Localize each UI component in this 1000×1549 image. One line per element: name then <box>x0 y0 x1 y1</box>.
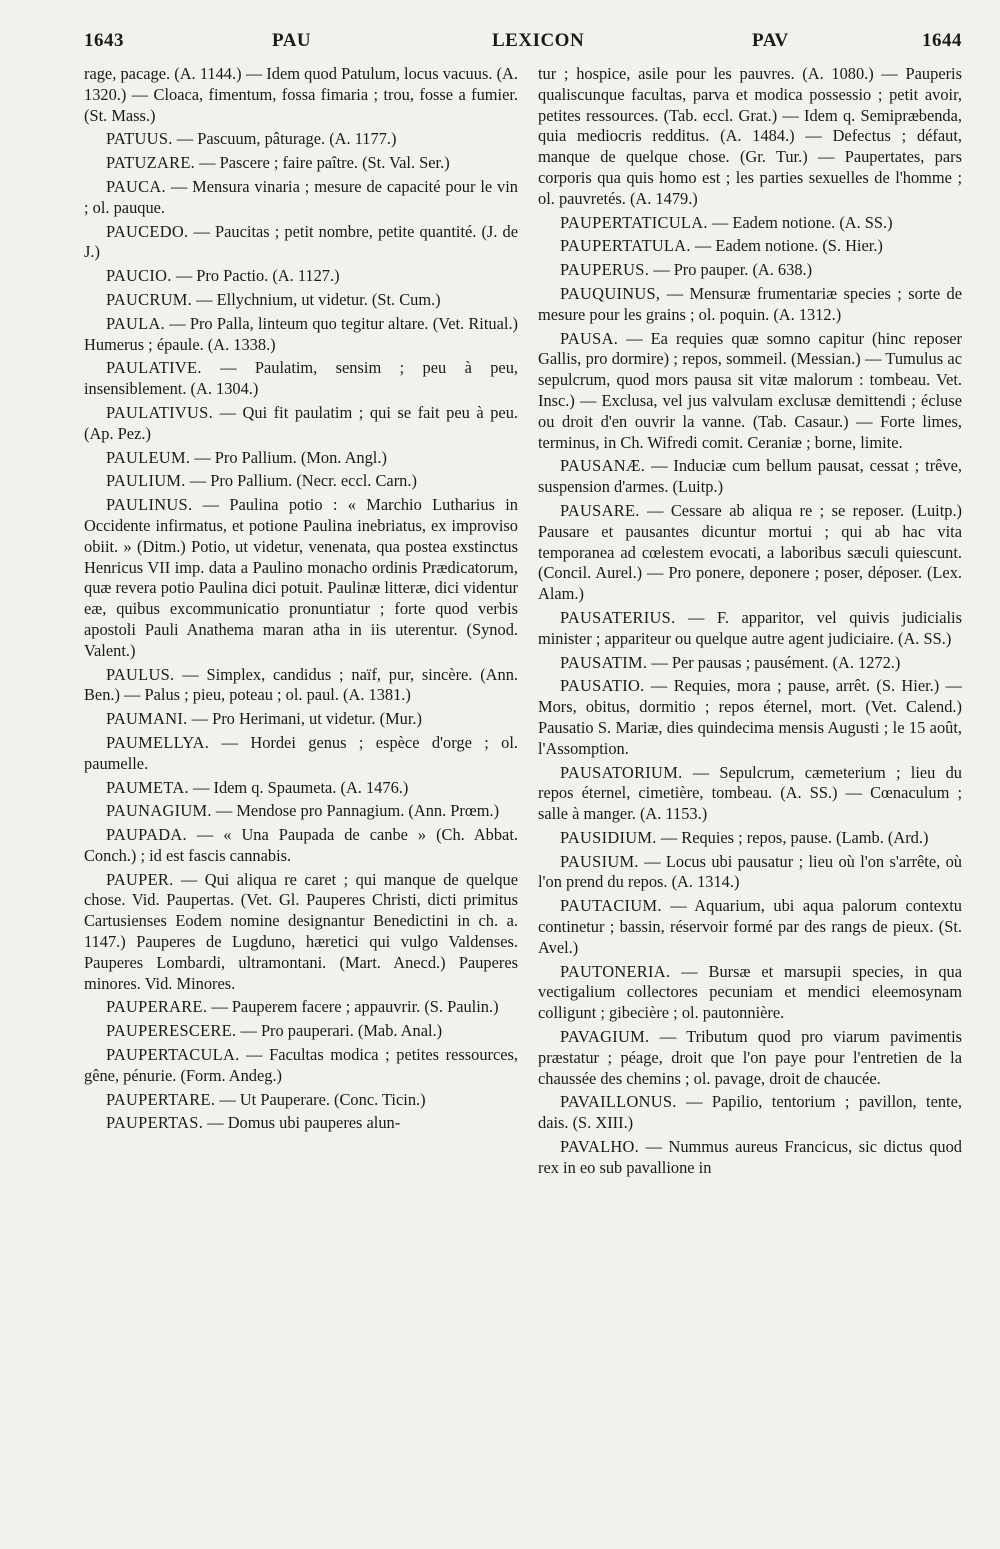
left-running-head: PAU <box>272 30 312 51</box>
dictionary-entry <box>84 177 518 219</box>
entry-headword: PAUPADA. <box>106 825 187 845</box>
dictionary-entry <box>84 64 518 126</box>
entry-definition: — Locus ubi pausatur ; lieu où l'on s'arrête, où l'on prend du repos. (A. 1314.) <box>538 851 962 892</box>
dictionary-entry <box>538 828 962 849</box>
entry-headword: PAUNAGIUM. <box>106 801 212 821</box>
entry-headword: PAUPERESCERE. <box>106 1021 237 1041</box>
dictionary-entry <box>84 403 518 445</box>
entry-headword: PAUMETA. <box>106 777 189 797</box>
right-page-number: 1644 <box>922 30 962 51</box>
entry-definition: — Eadem notione. (S. Hier.) <box>690 236 883 256</box>
right-column <box>538 64 962 1182</box>
dictionary-entry <box>84 870 518 995</box>
dictionary-entry <box>538 676 962 759</box>
entry-definition: — Ut Pauperare. (Conc. Ticin.) <box>215 1089 426 1109</box>
entry-headword: PAUSATIO. <box>560 676 645 696</box>
center-running-head: LEXICON <box>492 30 585 51</box>
dictionary-entry <box>84 314 518 356</box>
entry-headword: PAULEUM. <box>106 447 191 467</box>
entry-definition: — Pascuum, pâturage. (A. 1177.) <box>172 129 397 149</box>
dictionary-entry <box>84 471 518 492</box>
dictionary-entry <box>84 1021 518 1042</box>
entry-headword: PAUCRUM. <box>106 289 193 309</box>
dictionary-entry <box>84 495 518 661</box>
dictionary-entry <box>84 709 518 730</box>
dictionary-entry <box>84 222 518 264</box>
dictionary-entry <box>538 501 962 605</box>
entry-headword: PAUSIUM. <box>560 851 639 871</box>
dictionary-entry <box>84 358 518 400</box>
dictionary-entry <box>84 665 518 707</box>
entry-headword: PAUSA. <box>560 328 619 348</box>
entry-definition: — Aquarium, ubi aqua palorum contextu continetur ; bassin, réservoir formé par des rangs de pieux. (St. Avel.) <box>538 896 962 957</box>
entry-definition: — Papilio, tentorium ; pavillon, tente, dais. (S. XIII.) <box>538 1092 962 1133</box>
entry-headword: PAVAILLONUS. <box>560 1092 677 1112</box>
entry-definition: — F. apparitor, vel quivis judicialis minister ; appariteur ou quelque autre agent judiciaire. (A. SS.) <box>538 607 962 648</box>
entry-headword: PAUPERTATULA. <box>560 236 691 256</box>
entry-headword: PAUTACIUM. <box>560 896 662 916</box>
entry-headword: PAUPERTATICULA. <box>560 212 708 232</box>
entry-headword: PAVAGIUM. <box>560 1027 650 1047</box>
entry-headword: PAUSANÆ. <box>560 456 646 476</box>
entry-definition: — Requies ; repos, pause. (Lamb. (Ard.) <box>656 827 929 847</box>
entry-definition: — Hordei genus ; espèce d'orge ; ol. paumelle. <box>84 732 518 773</box>
entry-headword: PAUMELLYA. <box>106 732 210 752</box>
dictionary-entry <box>538 213 962 234</box>
dictionary-entry <box>84 825 518 867</box>
dictionary-entry <box>84 1045 518 1087</box>
entry-headword: PAUPERUS. <box>560 260 650 280</box>
entry-definition: — « Una Paupada de canbe » (Ch. Abbat. Conch.) ; id est fascis cannabis. <box>84 825 518 865</box>
dictionary-entry <box>538 852 962 894</box>
entry-definition: — Idem q. Spaumeta. (A. 1476.) <box>188 777 409 797</box>
entry-definition: — Pauperem facere ; appauvrir. (S. Paulin.) <box>207 997 499 1017</box>
entry-headword: PAUMANI. <box>106 709 188 729</box>
dictionary-entry <box>538 456 962 498</box>
entry-definition: — Ellychnium, ut videtur. (St. Cum.) <box>192 289 441 309</box>
entry-definition: — Paulatim, sensim ; peu à peu, insensiblement. (A. 1304.) <box>84 358 518 399</box>
entry-definition: — Induciæ cum bellum pausat, cessat ; trêve, suspension d'armes. (Luitp.) <box>538 456 962 497</box>
dictionary-entry <box>538 64 962 210</box>
entry-definition: — Pro pauper. (A. 638.) <box>649 260 813 280</box>
entry-headword: PAUSIDIUM. <box>560 827 657 847</box>
entry-headword: PAUPERTAS. <box>106 1113 204 1133</box>
entry-definition: rage, pacage. (A. 1144.) — Idem quod Patulum, locus vacuus. (A. 1320.) — Cloaca, fimentum, fossa fimaria ; trou, fosse a fumier. (St. Mass.) <box>84 64 518 125</box>
page-header <box>84 30 962 56</box>
entry-headword: PAUPER. <box>106 869 174 889</box>
entry-headword: PAUCEDO. <box>106 221 189 241</box>
dictionary-entry <box>84 153 518 174</box>
dictionary-entry <box>538 236 962 257</box>
dictionary-entry <box>84 733 518 775</box>
dictionary-entry <box>84 448 518 469</box>
dictionary-entry <box>84 778 518 799</box>
dictionary-entry <box>538 329 962 454</box>
entry-headword: PAULIUM. <box>106 471 186 491</box>
entry-definition: — Requies, mora ; pause, arrêt. (S. Hier.) — Mors, obitus, dormitio ; repos éternel, mort. (Vet. Calend.) Pausatio S. Mariæ, dies quindecima mensis Augusti ; le 15 août, l'Assomption. <box>538 676 962 758</box>
entry-headword: PAUSATIM. <box>560 652 648 672</box>
dictionary-entry <box>538 1137 962 1179</box>
entry-headword: PAUPERTACULA. <box>106 1045 240 1065</box>
entry-definition: — Cessare ab aliqua re ; se reposer. (Luitp.) Pausare et pausantes dicuntur mortui ; qui ab hac vita temporanea ad cœlestem evocati, a laboribus sæculi quiescunt. (Concil. Aurel.) — Pro ponere, deponere ; poser, déposer. (Lex. Alam.) <box>538 500 962 604</box>
entry-definition: — Paucitas ; petit nombre, petite quantité. (J. de J.) <box>84 221 518 262</box>
entry-definition: — Simplex, candidus ; naïf, pur, sincère. (Ann. Ben.) — Palus ; pieu, poteau ; ol. paul. (A. 1381.) <box>84 664 518 705</box>
dictionary-entry <box>538 284 962 326</box>
entry-definition: — Mensuræ frumentariæ species ; sorte de mesure pour les grains ; ol. poquin. (A. 1312.) <box>538 283 962 324</box>
entry-definition: — Facultas modica ; petites ressources, gêne, pénurie. (Form. Andeg.) <box>84 1045 518 1085</box>
entry-definition: — Eadem notione. (A. SS.) <box>707 212 893 232</box>
entry-headword: PAUSARE. <box>560 500 640 520</box>
entry-definition: — Qui aliqua re caret ; qui manque de quelque chose. Vid. Paupertas. (Vet. Gl. Pauperes Christi, dicti primitus Cartusienses Eodem nomine designantur Benedictini in ch. a. 1147.) Pauperes de Lugduno, hæretici qui vulgo Valdenses. Pauperes Lombardi, ultramontani. (Mart. Anecd.) Pauperes minores. Vid. Minores. <box>84 869 518 993</box>
entry-definition: — Nummus aureus Francicus, sic dictus quod rex in eo sub pavallione in <box>538 1137 962 1177</box>
dictionary-entry <box>84 801 518 822</box>
dictionary-entry <box>84 997 518 1018</box>
dictionary-entry <box>538 896 962 958</box>
entry-definition: — Pro Pactio. (A. 1127.) <box>171 266 340 286</box>
entry-headword: PAVALHO. <box>560 1137 640 1157</box>
entry-headword: PAUPERARE. <box>106 997 208 1017</box>
entry-definition: — Pascere ; faire paître. (St. Val. Ser.) <box>195 153 450 173</box>
entry-definition: — Mensura vinaria ; mesure de capacité pour le vin ; ol. pauque. <box>84 176 518 217</box>
entry-definition: tur ; hospice, asile pour les pauvres. (A. 1080.) — Pauperis qualiscunque facultas, parva et modica possessio ; petit avoir, petites ressources. (Tab. eccl. Grat.) — Idem q. Semipræbenda, quia mediocris redditus. (A. 1484.) — Defectus ; défaut, manque de quelque chose. (Gr. Tur.) — Paupertates, pars corporis qua quis homo est ; les parties sexuelles de l'homme ; ol. pauvretés. (A. 1479.) <box>538 64 962 208</box>
dictionary-entry <box>84 1090 518 1111</box>
entry-headword: PAUCA. <box>106 176 166 196</box>
dictionary-entry <box>538 763 962 825</box>
dictionary-entry <box>538 1027 962 1089</box>
dictionary-entry <box>84 266 518 287</box>
entry-headword: PATUUS. <box>106 129 173 149</box>
entry-definition: — Pro Herimani, ut videtur. (Mur.) <box>187 709 422 729</box>
entry-definition: — Sepulcrum, cæmeterium ; lieu du repos éternel, cimetière, tombeau. (A. SS.) — Cœnaculum ; salle à manger. (A. 1153.) <box>538 762 962 824</box>
entry-definition: — Pro Pallium. (Necr. eccl. Carn.) <box>185 471 417 491</box>
entry-definition: — Qui fit paulatim ; qui se fait peu à peu. (Ap. Pez.) <box>84 402 518 443</box>
entry-definition: — Bursæ et marsupii species, in qua vectigalium collectores pecuniam et mendici eleemosynam colligunt ; gibecière ; ol. pautonnière. <box>538 961 962 1023</box>
dictionary-entry <box>538 608 962 650</box>
entry-definition: — Tributum quod pro viarum pavimentis præstatur ; péage, droit que l'on paye pour l'entretien de la chaussée des chemins ; ol. pavage, droit de chaucée. <box>538 1027 962 1088</box>
entry-definition: — Pro Palla, linteum quo tegitur altare. (Vet. Ritual.) Humerus ; épaule. (A. 1338.) <box>84 313 518 354</box>
right-running-head: PAV <box>752 30 789 51</box>
dictionary-entry <box>538 962 962 1024</box>
dictionary-entry <box>538 1092 962 1134</box>
entry-headword: PAUTONERIA. <box>560 961 671 981</box>
entry-definition: — Domus ubi pauperes alun- <box>203 1113 401 1133</box>
entry-definition: — Ea requies quæ somno capitur (hinc reposer Gallis, pro dormire) ; repos, sommeil. (Messian.) — Tumulus ac sepulcrum, quod mors pausa sit vitæ malorum : tombeau. Vet. Insc.) — Exclusa, vel jus valvulam exclusæ demittendi ; écluse ou droit d'en ouvrir la vanne. (Tab. Casaur.) — Forte limes, terminus, in Ch. Wifredi comit. Ceraniæ ; borne, limite. <box>538 328 962 452</box>
dictionary-entry <box>84 290 518 311</box>
dictionary-entry <box>84 129 518 150</box>
entry-headword: PAULUS. <box>106 664 175 684</box>
dictionary-entry <box>538 653 962 674</box>
dictionary-entry <box>538 260 962 281</box>
entry-headword: PAULATIVUS. <box>106 402 213 422</box>
entry-definition: — Paulina potio : « Marchio Lutharius in Occidente infirmatus, et potione Paulina inebriatus, ex improviso obiit. » (Ditm.) Potio, ut videtur, venenata, qua postea exstinctus Henricus VII imp. data a Paulino monacho ordinis Prædicatorum, quæ revera potio Paulina dici potuit. Paulinæ litteræ, dici videntur eæ, quibus excommunicatio pronuntiatur ; forte quod verbis apostoli Pauli Anathema maran atha in iis uterentur. (Synod. Valent.) <box>84 495 518 660</box>
entry-definition: — Mendose pro Pannagium. (Ann. Prœm.) <box>211 801 500 821</box>
left-column <box>84 64 518 1137</box>
entry-headword: PAULATIVE. <box>106 358 202 378</box>
entry-headword: PAUQUINUS, <box>560 283 661 303</box>
entry-headword: PAULINUS. <box>106 495 193 515</box>
entry-definition: — Per pausas ; pausément. (A. 1272.) <box>647 652 901 672</box>
entry-headword: PATUZARE. <box>106 153 196 173</box>
entry-headword: PAULA. <box>106 313 166 333</box>
entry-headword: PAUCIO. <box>106 266 172 286</box>
entry-headword: PAUSATORIUM. <box>560 762 683 782</box>
left-page-number: 1643 <box>84 30 124 51</box>
dictionary-entry <box>84 1113 518 1134</box>
entry-headword: PAUSATERIUS. <box>560 607 676 627</box>
entry-definition: — Pro Pallium. (Mon. Angl.) <box>190 447 387 467</box>
entry-headword: PAUPERTARE. <box>106 1089 216 1109</box>
entry-definition: — Pro pauperari. (Mab. Anal.) <box>236 1021 443 1041</box>
